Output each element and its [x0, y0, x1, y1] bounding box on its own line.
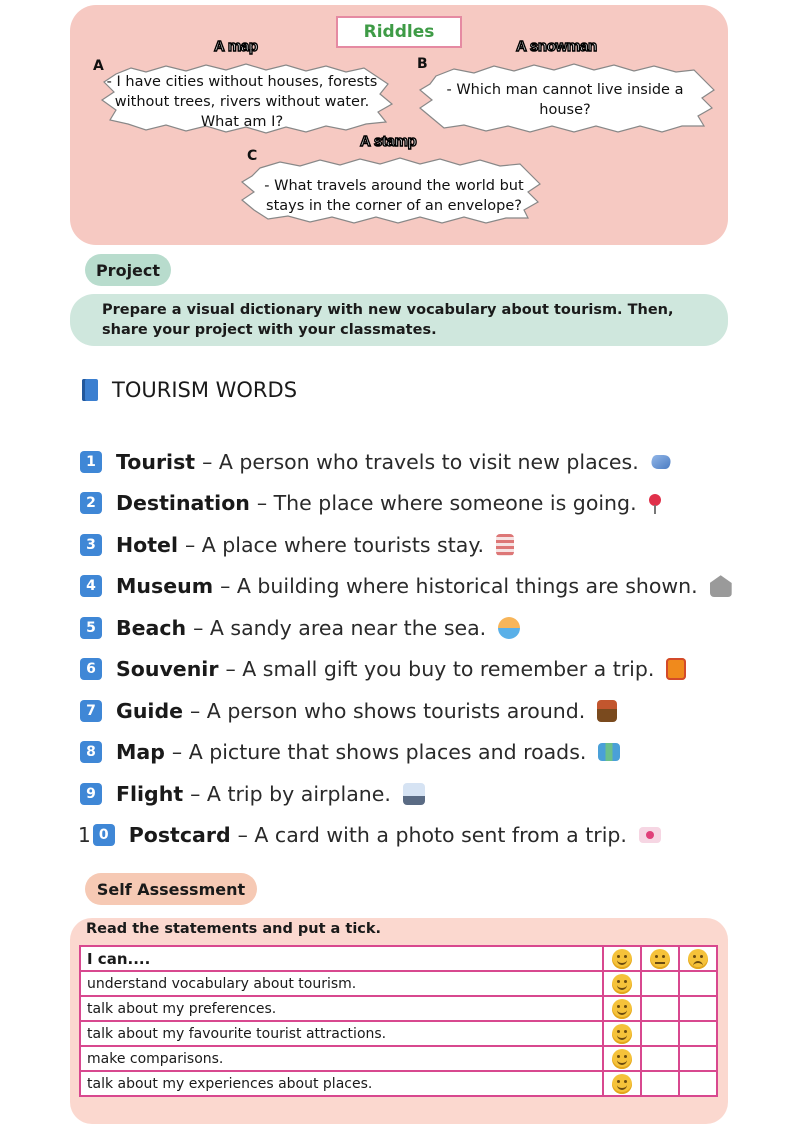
number-badge: 2 [80, 492, 102, 514]
tick-cell-happy[interactable] [603, 996, 641, 1021]
tick-cell-neutral[interactable] [641, 996, 679, 1021]
beach-umbrella-icon [498, 617, 520, 639]
word-definition: – The place where someone is going. [256, 491, 637, 516]
museum-icon [710, 575, 732, 597]
list-item [78, 815, 732, 857]
word-term: Tourist [116, 449, 196, 474]
number-badge: 8 [80, 741, 102, 763]
word-definition: – A small gift you buy to remember a trip. [225, 657, 655, 682]
number-badge: 0 [93, 824, 115, 846]
tick-cell-happy[interactable] [603, 1071, 641, 1096]
list-item [80, 483, 732, 525]
project-description: Prepare a visual dictionary with new vocabulary about tourism. Then, share your project with your classmates. [70, 294, 728, 346]
happy-face-icon [612, 949, 632, 969]
tick-cell-neutral[interactable] [641, 971, 679, 996]
word-term: Map [116, 740, 165, 765]
happy-face-icon [612, 1024, 632, 1044]
riddle-a-letter: A [93, 58, 104, 74]
sad-face-icon [688, 949, 708, 969]
face-column-sad [679, 946, 717, 971]
blue-book-icon [82, 379, 98, 401]
tourism-words-title: TOURISM WORDS [112, 378, 298, 402]
riddle-b-question: - Which man cannot live inside a house? [446, 82, 684, 118]
list-item [80, 649, 732, 691]
statement-cell: talk about my favourite tourist attractions. [80, 1021, 603, 1046]
statement-cell: talk about my preferences. [80, 996, 603, 1021]
table-row [80, 1021, 717, 1046]
face-column-neutral [641, 946, 679, 971]
tick-cell-sad[interactable] [679, 971, 717, 996]
number-badge: 7 [80, 700, 102, 722]
word-term: Flight [116, 781, 184, 806]
number-badge: 5 [80, 617, 102, 639]
list-item [80, 690, 732, 732]
word-term: Guide [116, 698, 184, 723]
word-term: Souvenir [116, 657, 219, 682]
riddle-c-letter: C [247, 148, 258, 164]
riddle-a-question: - I have cities without houses, forests without trees, rivers without water. What am I? [106, 74, 378, 130]
word-definition: – A trip by airplane. [190, 781, 391, 806]
happy-face-icon [612, 999, 632, 1019]
guide-icon [597, 700, 617, 722]
statement-cell: talk about my experiences about places. [80, 1071, 603, 1096]
airplane-icon [648, 455, 673, 469]
happy-face-icon [612, 1074, 632, 1094]
list-item [80, 773, 732, 815]
tick-cell-sad[interactable] [679, 1071, 717, 1096]
table-row [80, 996, 717, 1021]
list-item [80, 566, 732, 608]
riddle-b-answer: A snowman [516, 38, 597, 55]
table-header-row [80, 946, 717, 971]
list-item [80, 524, 732, 566]
project-label: Project [85, 254, 171, 286]
happy-face-icon [612, 974, 632, 994]
riddle-b-letter: B [417, 56, 428, 72]
number-badge: 9 [80, 783, 102, 805]
location-pin-icon [649, 494, 661, 506]
tourism-word-list [80, 441, 732, 856]
tick-cell-happy[interactable] [603, 1021, 641, 1046]
face-column-happy [603, 946, 641, 971]
map-icon [598, 743, 620, 761]
airplane-departure-icon [403, 783, 425, 805]
word-definition: – A place where tourists stay. [184, 532, 485, 557]
postcard-icon [639, 827, 661, 843]
tick-cell-sad[interactable] [679, 1021, 717, 1046]
tick-cell-neutral[interactable] [641, 1046, 679, 1071]
word-definition: – A picture that shows places and roads. [171, 740, 587, 765]
neutral-face-icon [650, 949, 670, 969]
word-definition: – A card with a photo sent from a trip. [237, 823, 627, 848]
happy-face-icon [612, 1049, 632, 1069]
riddles-title: Riddles [336, 16, 462, 48]
self-assessment-table [79, 945, 718, 1097]
number-badge: 3 [80, 534, 102, 556]
word-term: Beach [116, 615, 187, 640]
self-assessment-label: Self Assessment [85, 873, 257, 905]
hotel-icon [496, 534, 514, 556]
word-term: Museum [116, 574, 214, 599]
tick-cell-neutral[interactable] [641, 1021, 679, 1046]
riddle-a-answer: A map [214, 38, 258, 55]
number-badge: 6 [80, 658, 102, 680]
tick-cell-happy[interactable] [603, 971, 641, 996]
tick-cell-sad[interactable] [679, 1046, 717, 1071]
statement-cell: understand vocabulary about tourism. [80, 971, 603, 996]
table-row [80, 1071, 717, 1096]
word-definition: – A person who travels to visit new places. [202, 449, 639, 474]
number-badge: 1 [80, 451, 102, 473]
word-definition: – A sandy area near the sea. [193, 615, 487, 640]
table-row [80, 971, 717, 996]
table-header-cell: I can.... [80, 946, 603, 971]
word-term: Destination [116, 491, 250, 516]
number-badge: 4 [80, 575, 102, 597]
table-row [80, 1046, 717, 1071]
list-item [80, 441, 732, 483]
word-definition: – A building where historical things are shown. [220, 574, 698, 599]
list-item [80, 732, 732, 774]
word-term: Hotel [116, 532, 178, 557]
riddle-c-question: - What travels around the world but stays in the corner of an envelope? [264, 178, 524, 214]
list-item [80, 607, 732, 649]
tick-cell-sad[interactable] [679, 996, 717, 1021]
statement-cell: make comparisons. [80, 1046, 603, 1071]
tourism-words-heading [82, 378, 297, 402]
number-lead-digit: 1 [78, 823, 91, 848]
gift-icon [666, 658, 686, 680]
self-assessment-instruction: Read the statements and put a tick. [86, 921, 382, 937]
riddle-c-answer: A stamp [360, 133, 417, 150]
word-definition: – A person who shows tourists around. [190, 698, 586, 723]
tick-cell-happy[interactable] [603, 1046, 641, 1071]
tick-cell-neutral[interactable] [641, 1071, 679, 1096]
word-term: Postcard [128, 823, 231, 848]
